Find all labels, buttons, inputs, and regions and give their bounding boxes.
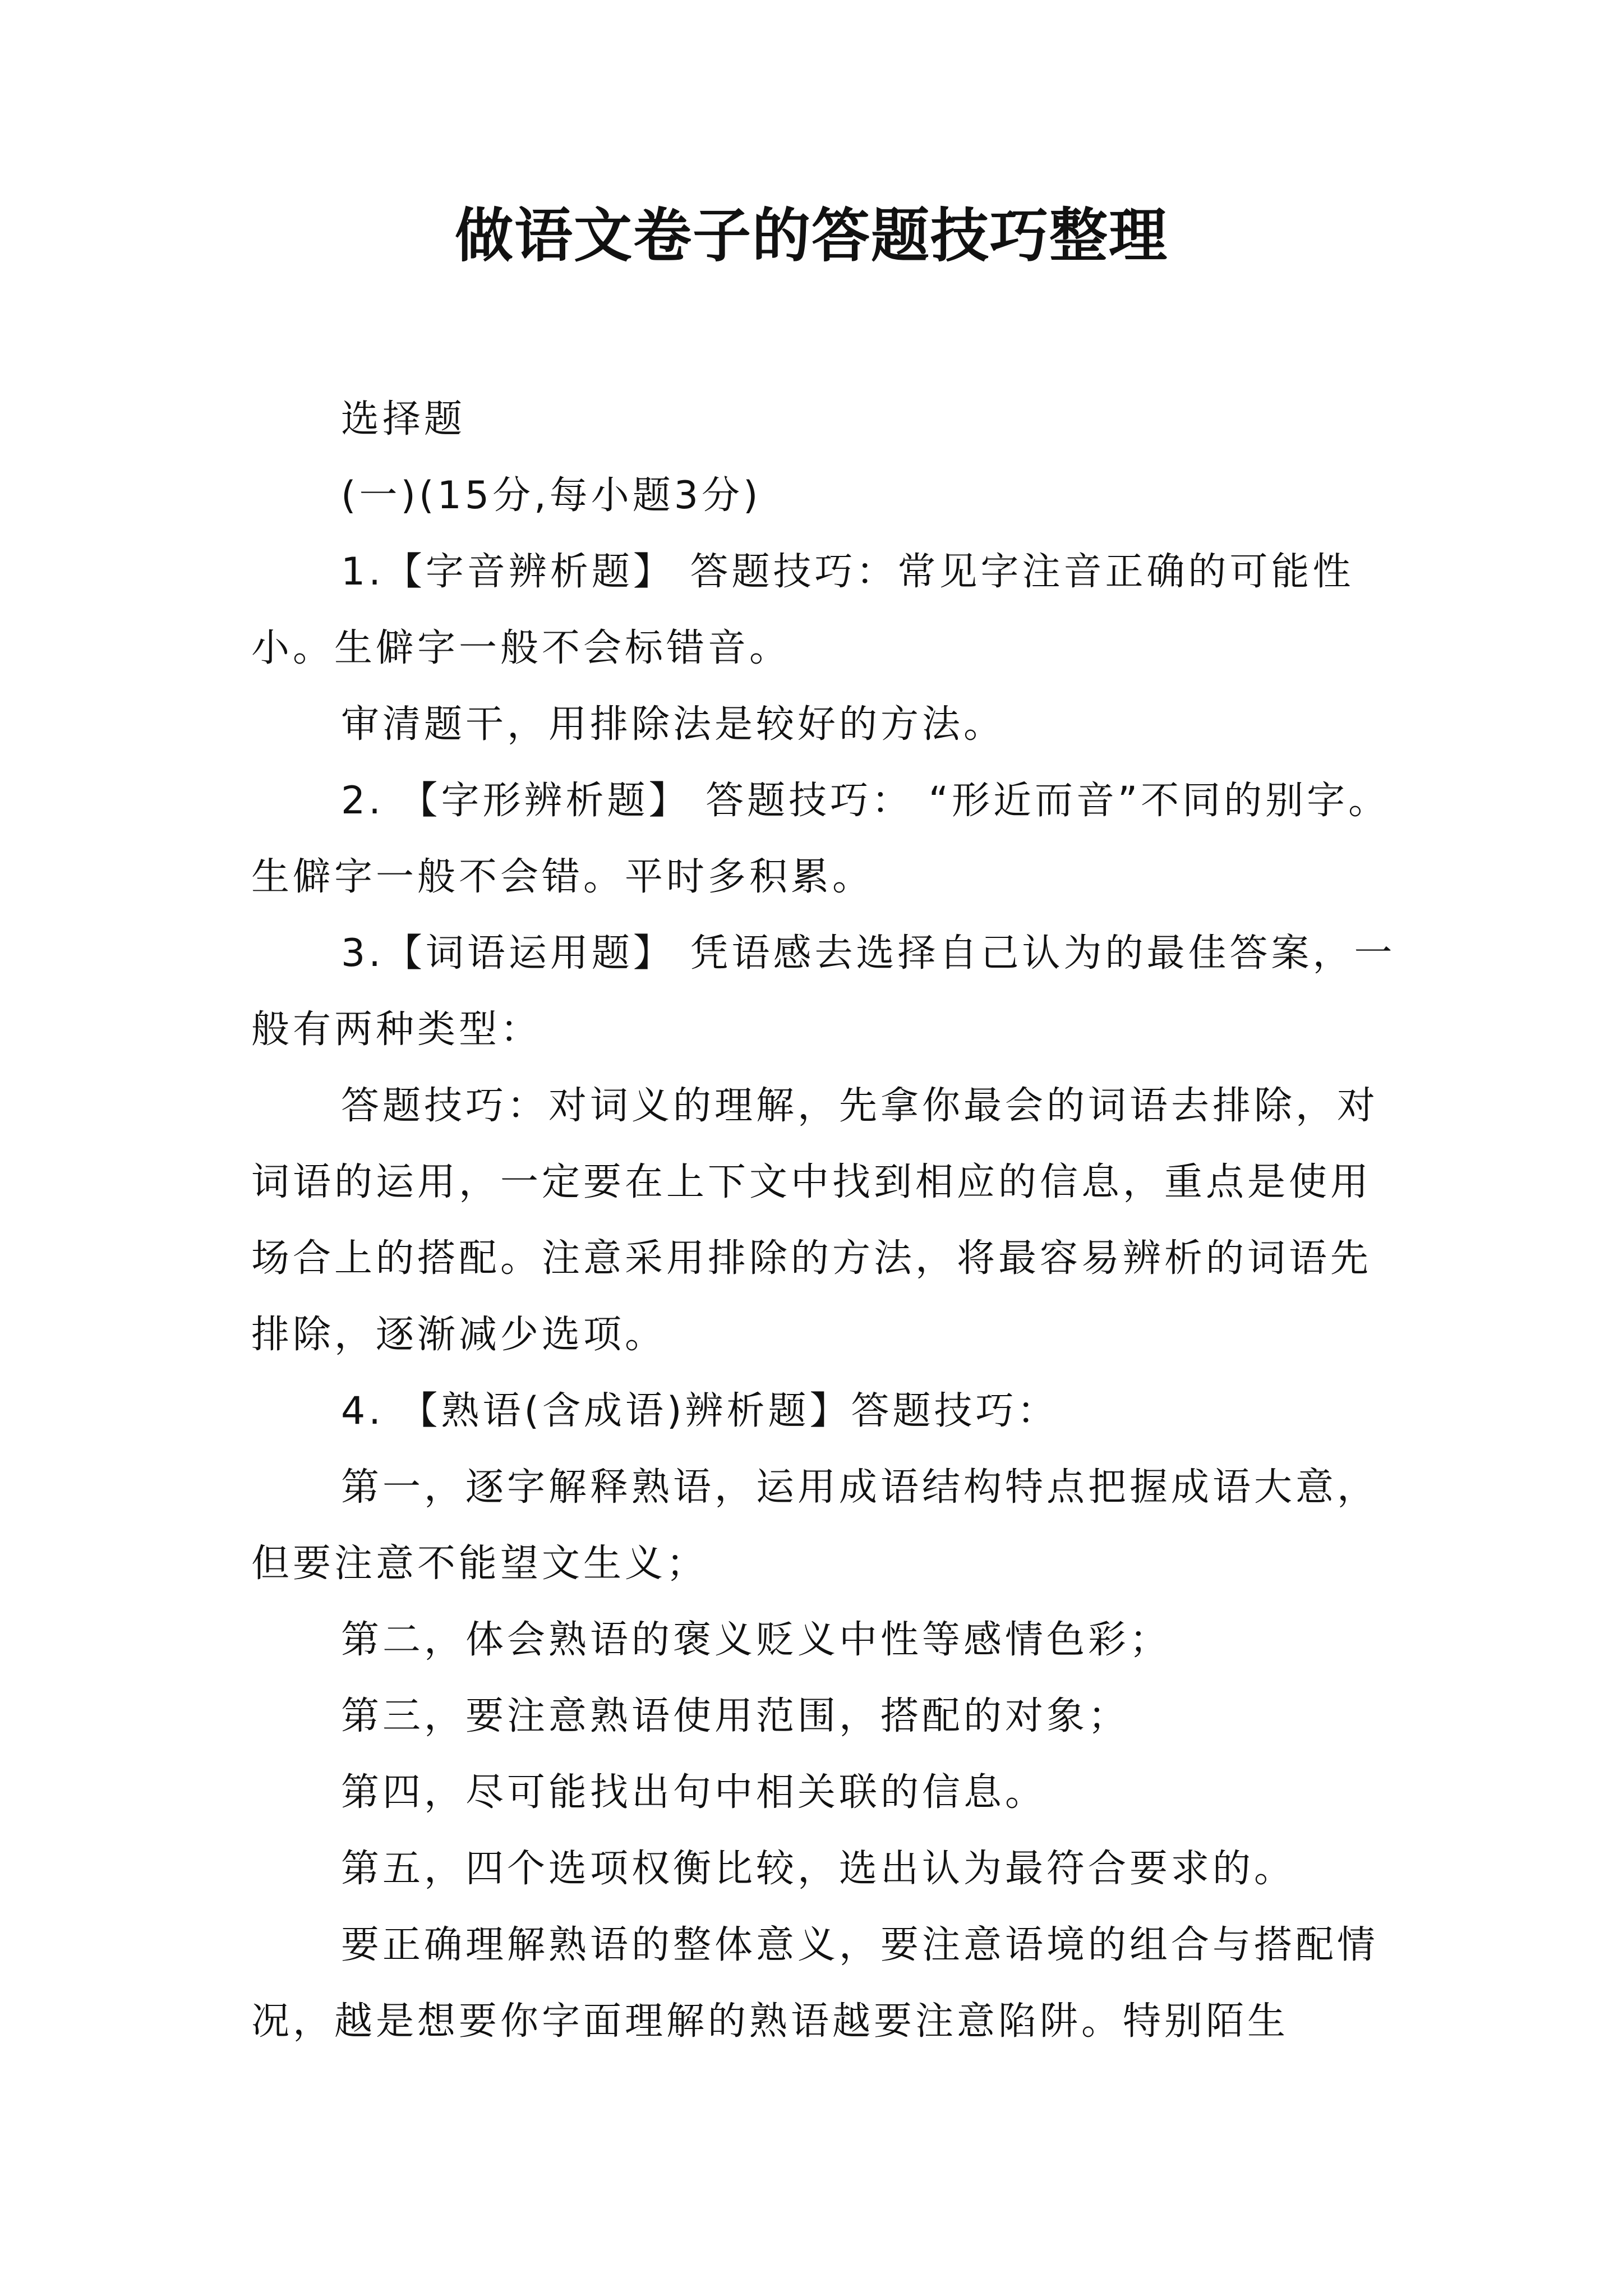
subsection-heading: (一)(15分,每小题3分) [341, 473, 762, 518]
paragraph: 第四，尽可能找出句中相关联的信息。 [341, 1770, 1047, 1815]
paragraph: 第二，体会熟语的褒义贬义中性等感情色彩； [341, 1618, 1172, 1662]
paragraph: 要正确理解熟语的整体意义，要注意语境的组合与搭配情况，越是想要你字面理解的熟语越要注意陷阱。特别陌生 [251, 1923, 1379, 2044]
paragraph: 第五，四个选项权衡比较，选出认为最符合要求的。 [341, 1847, 1296, 1891]
document-body [251, 381, 1401, 2060]
paragraph: 第三，要注意熟语使用范围，搭配的对象； [341, 1694, 1130, 1738]
document-title: 做语文卷子的答题技巧整理 [454, 201, 1168, 270]
paragraph: 2. 【字形辨析题】 答题技巧： “形近而音”不同的别字。生僻字一般不会错。平时多积累。 [251, 779, 1390, 899]
paragraph: 第一，逐字解释熟语，运用成语结构特点把握成语大意，但要注意不能望文生义； [251, 1465, 1379, 1586]
paragraph: 4. 【熟语(含成语)辨析题】答题技巧： [341, 1389, 1059, 1433]
paragraph: 答题技巧：对词义的理解，先拿你最会的词语去排除，对词语的运用，一定要在上下文中找到相应的信息，重点是使用场合上的搭配。注意采用排除的方法，将最容易辨析的词语先排除，逐渐减少选项。 [251, 1084, 1379, 1357]
section-heading: 选择题 [341, 397, 466, 441]
paragraph: 审清题干，用排除法是较好的方法。 [341, 702, 1006, 747]
paragraph: 3.【词语运用题】 凭语感去选择自己认为的最佳答案，一般有两种类型： [251, 931, 1396, 1052]
paragraph: 1.【字音辨析题】 答题技巧：常见字注音正确的可能性小。生僻字一般不会标错音。 [251, 550, 1354, 670]
